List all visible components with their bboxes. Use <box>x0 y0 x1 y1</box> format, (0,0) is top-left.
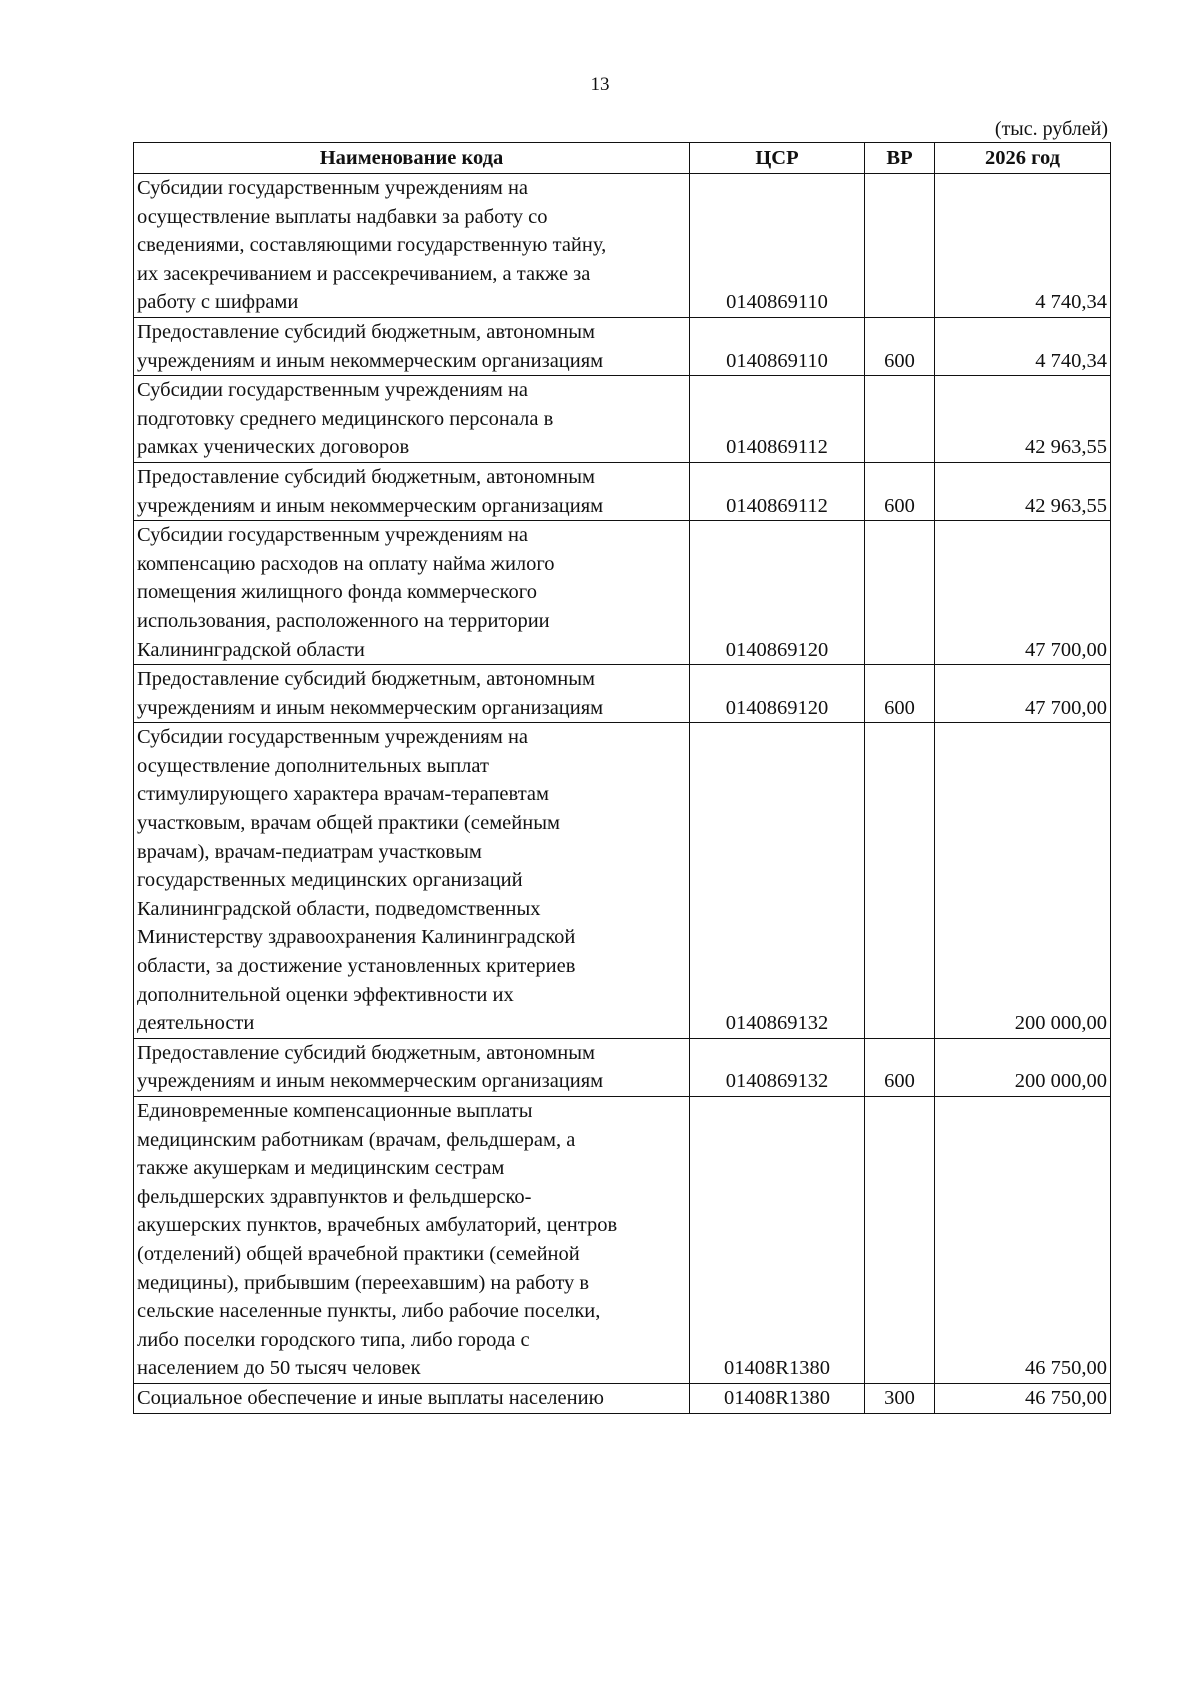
row-sum: 200 000,00 <box>935 1038 1111 1096</box>
row-vr: 300 <box>865 1383 935 1413</box>
header-name: Наименование кода <box>134 143 690 174</box>
row-csr: 0140869112 <box>690 462 865 520</box>
row-name: Предоставление субсидий бюджетным, автономным учреждениям и иным некоммерческим организациям <box>134 317 690 375</box>
table-row <box>134 723 1111 1039</box>
row-name: Субсидии государственным учреждениям на компенсацию расходов на оплату найма жилого помещения жилищного фонда коммерческого использования, расположенного на территории Калининградской области <box>134 521 690 665</box>
row-name: Предоставление субсидий бюджетным, автономным учреждениям и иным некоммерческим организациям <box>134 1038 690 1096</box>
table-row <box>134 1097 1111 1384</box>
row-csr: 0140869120 <box>690 665 865 723</box>
row-csr: 0140869110 <box>690 174 865 318</box>
table-row <box>134 174 1111 318</box>
budget-table <box>133 142 1111 1414</box>
table-header-row <box>134 143 1111 174</box>
row-sum: 42 963,55 <box>935 462 1111 520</box>
row-vr <box>865 1097 935 1384</box>
row-sum: 42 963,55 <box>935 376 1111 463</box>
row-sum: 4 740,34 <box>935 317 1111 375</box>
row-csr: 0140869120 <box>690 521 865 665</box>
row-vr: 600 <box>865 665 935 723</box>
row-sum: 4 740,34 <box>935 174 1111 318</box>
row-sum: 200 000,00 <box>935 723 1111 1039</box>
row-vr <box>865 521 935 665</box>
row-name: Субсидии государственным учреждениям на осуществление дополнительных выплат стимулирующего характера врачам-терапевтам участковым, врачам общей практики (семейным врачам), врачам-педиатрам участковым государственных медицинских организаций Калининградской области, подведомственных Министерству здравоохранения Калининградской области, за достижение установленных критериев дополнительной оценки эффективности их деятельности <box>134 723 690 1039</box>
row-vr <box>865 723 935 1039</box>
row-vr: 600 <box>865 1038 935 1096</box>
table-row <box>134 521 1111 665</box>
table-row <box>134 376 1111 463</box>
table-row <box>134 665 1111 723</box>
table-row <box>134 1038 1111 1096</box>
row-vr: 600 <box>865 462 935 520</box>
header-vr: ВР <box>865 143 935 174</box>
row-sum: 47 700,00 <box>935 665 1111 723</box>
row-name: Предоставление субсидий бюджетным, автономным учреждениям и иным некоммерческим организациям <box>134 665 690 723</box>
row-csr: 0140869132 <box>690 1038 865 1096</box>
row-name: Единовременные компенсационные выплаты медицинским работникам (врачам, фельдшерам, а также акушеркам и медицинским сестрам фельдшерских здравпунктов и фельдшерско- акушерских пунктов, врачебных амбулаторий, центров (отделений) общей врачебной практики (семейной медицины), прибывшим (переехавшим) на работу в сельские населенные пункты, либо рабочие поселки, либо поселки городского типа, либо города с населением до 50 тысяч человек <box>134 1097 690 1384</box>
row-csr: 0140869110 <box>690 317 865 375</box>
page-number: 13 <box>590 74 610 95</box>
units-label: (тыс. рублей) <box>994 118 1108 140</box>
row-vr <box>865 376 935 463</box>
row-csr: 0140869112 <box>690 376 865 463</box>
row-sum: 47 700,00 <box>935 521 1111 665</box>
row-sum: 46 750,00 <box>935 1383 1111 1413</box>
row-csr: 01408R1380 <box>690 1383 865 1413</box>
table-row <box>134 462 1111 520</box>
row-name: Субсидии государственным учреждениям на осуществление выплаты надбавки за работу со сведениями, составляющими государственную тайну, их засекречиванием и рассекречиванием, а также за работу с шифрами <box>134 174 690 318</box>
row-csr: 01408R1380 <box>690 1097 865 1384</box>
row-name: Социальное обеспечение и иные выплаты населению <box>134 1383 690 1413</box>
row-name: Предоставление субсидий бюджетным, автономным учреждениям и иным некоммерческим организациям <box>134 462 690 520</box>
table-row <box>134 1383 1111 1413</box>
header-sum: 2026 год <box>935 143 1111 174</box>
row-vr: 600 <box>865 317 935 375</box>
header-csr: ЦСР <box>690 143 865 174</box>
row-name: Субсидии государственным учреждениям на подготовку среднего медицинского персонала в рамках ученических договоров <box>134 376 690 463</box>
table-row <box>134 317 1111 375</box>
row-vr <box>865 174 935 318</box>
row-csr: 0140869132 <box>690 723 865 1039</box>
row-sum: 46 750,00 <box>935 1097 1111 1384</box>
